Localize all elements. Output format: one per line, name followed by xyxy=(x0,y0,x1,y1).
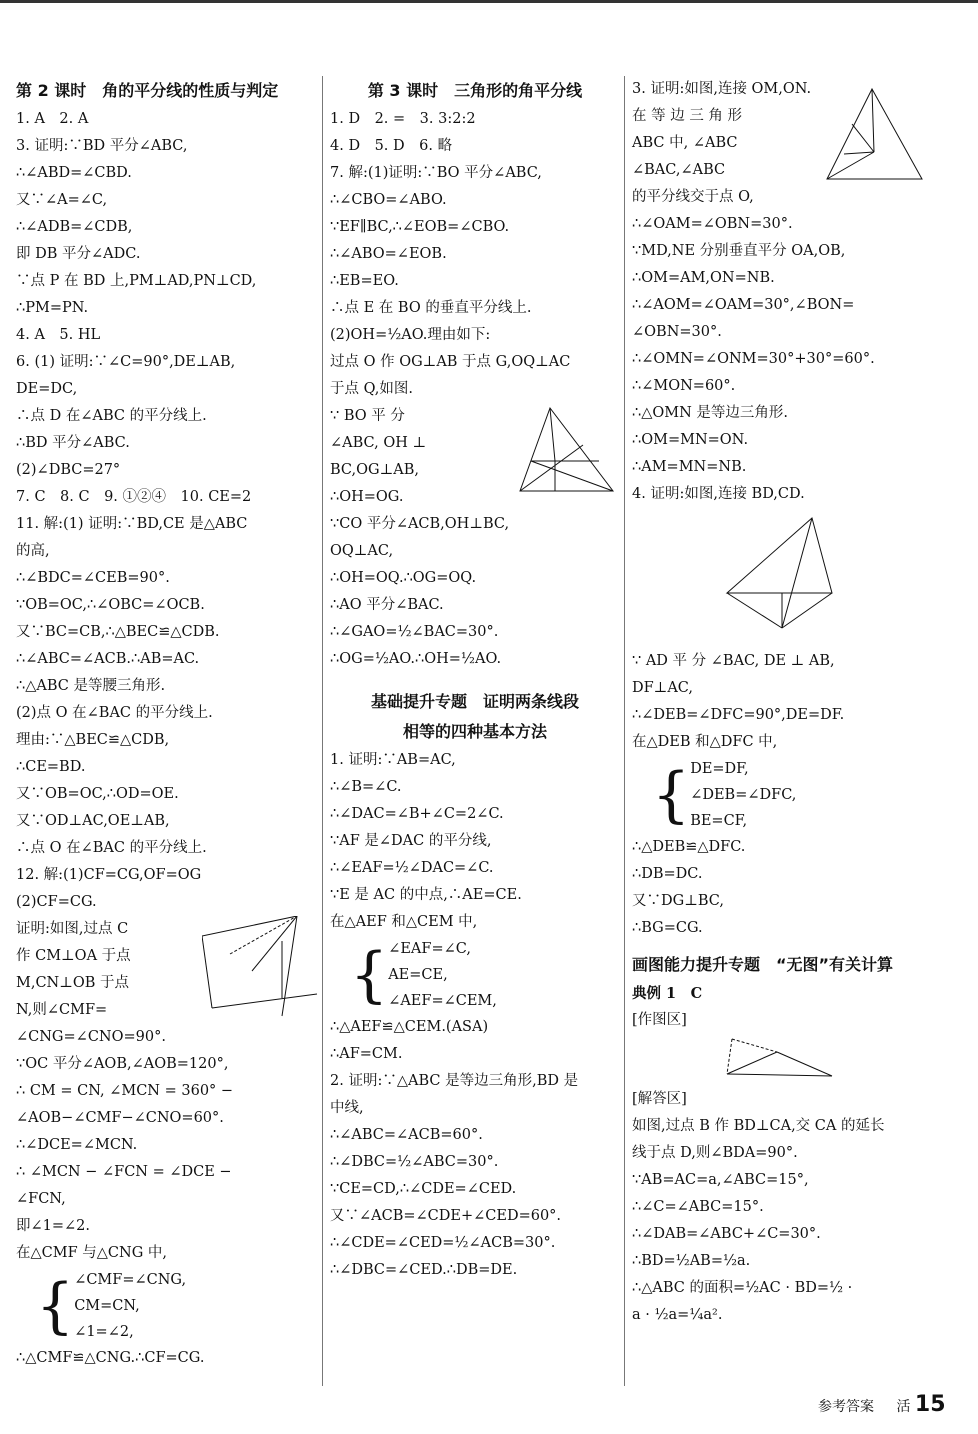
text-line: ∵AB=AC=a,∠ABC=15°, xyxy=(632,1172,809,1188)
text-line: OQ⊥AC, xyxy=(330,543,394,559)
text-line: ∴OM=MN=ON. xyxy=(632,432,749,448)
text-line: DE=DF, xyxy=(690,761,749,777)
geometry-figure xyxy=(822,84,932,184)
text-line: ∴∠DBC=∠CED.∴DB=DE. xyxy=(330,1262,518,1278)
column-divider xyxy=(322,76,323,1386)
column-3 xyxy=(632,76,968,1329)
text-line: ∴∠DBC=½∠ABC=30°. xyxy=(330,1154,499,1170)
text-line: ∴∠BDC=∠CEB=90°. xyxy=(16,570,170,586)
geometry-figure xyxy=(722,508,872,638)
text-line: ∵EF∥BC,∴∠EOB=∠CBO. xyxy=(330,219,510,235)
text-line: ∴AF=CM. xyxy=(330,1046,403,1062)
text-line: (2)点 O 在∠BAC 的平分线上. xyxy=(16,705,213,721)
text-line: ∵点 P 在 BD 上,PM⊥AD,PN⊥CD, xyxy=(16,273,257,289)
footer-label: 参考答案 xyxy=(818,1399,874,1415)
geometry-figure xyxy=(202,916,327,1021)
text-line: ∴CE=BD. xyxy=(16,759,86,775)
text-line: 证明:如图,过点 C xyxy=(16,921,129,937)
text-line: ∴∠ABO=∠EOB. xyxy=(330,246,447,262)
figure-block xyxy=(632,76,968,211)
text-line: 理由:∵△BEC≌△CDB, xyxy=(16,732,170,748)
text-line: 又∵OB=OC,∴OD=OE. xyxy=(16,786,179,802)
text-line: ∴BG=CG. xyxy=(632,920,703,936)
text-line: ∠EAF=∠C, xyxy=(388,941,471,957)
text-line: ∴点 E 在 BO 的垂直平分线上. xyxy=(330,300,532,316)
text-line: ∴∠OAM=∠OBN=30°. xyxy=(632,216,793,232)
text-line: ∴点 O 在∠BAC 的平分线上. xyxy=(16,840,207,856)
text-line: 1. A 2. A xyxy=(16,111,89,127)
top-border xyxy=(0,0,978,3)
text-line: 又∵DG⊥BC, xyxy=(632,893,724,909)
text-line: ∴∠ABC=∠ACB.∴AB=AC. xyxy=(16,651,200,667)
text-line: ∴OH=OG. xyxy=(330,489,404,505)
text-line: 于点 Q,如图. xyxy=(330,381,413,397)
text-line: 过点 O 作 OG⊥AB 于点 G,OQ⊥AC xyxy=(330,354,571,370)
text-line: ∴∠GAO=½∠BAC=30°. xyxy=(330,624,499,640)
text-line: 2. 证明:∵△ABC 是等边三角形,BD 是 xyxy=(330,1073,579,1089)
text-line: ∴△ABC 是等腰三角形. xyxy=(16,678,166,694)
text-line: ∴∠C=∠ABC=15°. xyxy=(632,1199,764,1215)
text-line: 即∠1=∠2. xyxy=(16,1218,91,1234)
text-line: 在△DEB 和△DFC 中, xyxy=(632,734,778,750)
text-line: ∠BAC,∠ABC xyxy=(632,162,726,178)
column-1 xyxy=(16,76,320,1372)
text-line: ∵CE=CD,∴∠CDE=∠CED. xyxy=(330,1181,517,1197)
figure-block xyxy=(632,1034,968,1086)
text-line: ∠OBN=30°. xyxy=(632,324,722,340)
text-line: 中线, xyxy=(330,1100,364,1116)
text-line: ∵CO 平分∠ACB,OH⊥BC, xyxy=(330,516,510,532)
text-line: (2)CF=CG. xyxy=(16,894,97,910)
text-line: ∠ABC, OH ⊥ xyxy=(330,435,427,451)
figure-block xyxy=(16,916,320,1051)
text-line: ∵AF 是∠DAC 的平分线, xyxy=(330,833,492,849)
column-divider xyxy=(624,76,625,1386)
text-line: 3. 证明:如图,连接 OM,ON. xyxy=(632,81,812,97)
text-line: (2)∠DBC=27° xyxy=(16,462,121,478)
text-line: ABC 中, ∠ABC xyxy=(632,135,738,151)
text-line: ∴∠CBO=∠ABO. xyxy=(330,192,447,208)
answer-zone-label: [解答区] xyxy=(632,1091,687,1107)
sub-heading: 基础提升专题 证明两条线段 xyxy=(370,692,579,711)
text-line: ∠AEF=∠CEM, xyxy=(388,993,497,1009)
figure-block xyxy=(632,508,968,648)
text-line: ∴∠DEB=∠DFC=90°,DE=DF. xyxy=(632,707,845,723)
text-line: N,则∠CMF= xyxy=(16,1002,108,1018)
text-line: 又∵∠A=∠C, xyxy=(16,192,108,208)
text-line: 即 DB 平分∠ADC. xyxy=(16,246,141,262)
figure-block xyxy=(330,403,620,511)
text-line: ∴PM=PN. xyxy=(16,300,89,316)
text-line: DF⊥AC, xyxy=(632,680,693,696)
text-line: ∴EB=EO. xyxy=(330,273,399,289)
case-system: { DE=DF, ∠DEB=∠DFC, BE=CF, xyxy=(632,756,968,834)
section-heading: 第 2 课时 角的平分线的性质与判定 xyxy=(16,81,279,100)
page-footer xyxy=(818,1392,946,1417)
text-line: ∠1=∠2, xyxy=(74,1324,134,1340)
text-line: ∠DEB=∠DFC, xyxy=(690,787,797,803)
text-line: 又∵OD⊥AC,OE⊥AB, xyxy=(16,813,170,829)
text-line: ∴OG=½AO.∴OH=½AO. xyxy=(330,651,502,667)
text-line: ∴△OMN 是等边三角形. xyxy=(632,405,789,421)
text-line: 7. C 8. C 9. ①②④ 10. CE=2 xyxy=(16,489,252,505)
text-line: ∴△CMF≌△CNG.∴CF=CG. xyxy=(16,1350,205,1366)
text-line: ∵OC 平分∠AOB,∠AOB=120°, xyxy=(16,1056,229,1072)
text-line: ∴OM=AM,ON=NB. xyxy=(632,270,775,286)
text-line: 4. A 5. HL xyxy=(16,327,101,343)
text-line: ∴BD 平分∠ABC. xyxy=(16,435,130,451)
text-line: ∴∠EAF=½∠DAC=∠C. xyxy=(330,860,494,876)
text-line: ∴△AEF≌△CEM.(ASA) xyxy=(330,1019,489,1035)
text-line: 的平分线交于点 O, xyxy=(632,189,754,205)
text-line: ∵MD,NE 分别垂直平分 OA,OB, xyxy=(632,243,846,259)
text-line: ∴BD=½AB=½a. xyxy=(632,1253,751,1269)
text-line: 作 CM⊥OA 于点 xyxy=(16,948,131,964)
text-line: ∴OH=OQ.∴OG=OQ. xyxy=(330,570,477,586)
text-line: ∴DB=DC. xyxy=(632,866,703,882)
text-line: 1. D 2. = 3. 3:2:2 xyxy=(330,111,476,127)
text-line: AE=CE, xyxy=(388,967,448,983)
text-line: ∴∠DCE=∠MCN. xyxy=(16,1137,138,1153)
text-line: DE=DC, xyxy=(16,381,78,397)
sub-heading: 相等的四种基本方法 xyxy=(402,722,547,741)
text-line: 1. 证明:∵AB=AC, xyxy=(330,752,456,768)
text-line: ∴∠ADB=∠CDB, xyxy=(16,219,133,235)
text-line: 12. 解:(1)CF=CG,OF=OG xyxy=(16,867,202,883)
text-line: ∴AM=MN=NB. xyxy=(632,459,747,475)
text-line: ∵OB=OC,∴∠OBC=∠OCB. xyxy=(16,597,205,613)
text-line: 3. 证明:∵BD 平分∠ABC, xyxy=(16,138,188,154)
text-line: ∴∠DAB=∠ABC+∠C=30°. xyxy=(632,1226,821,1242)
text-line: 在 等 边 三 角 形 xyxy=(632,108,743,124)
text-line: 7. 解:(1)证明:∵BO 平分∠ABC, xyxy=(330,165,542,181)
text-line: 又∵BC=CB,∴△BEC≌△CDB. xyxy=(16,624,220,640)
geometry-figure xyxy=(722,1034,842,1084)
text-line: ∴∠ABD=∠CBD. xyxy=(16,165,132,181)
text-line: ∴∠MON=60°. xyxy=(632,378,736,394)
text-line: 又∵∠ACB=∠CDE+∠CED=60°. xyxy=(330,1208,562,1224)
text-line: ∠CMF=∠CNG, xyxy=(74,1272,187,1288)
text-line: ∠AOB−∠CMF−∠CNO=60°. xyxy=(16,1110,224,1126)
text-line: ∴△ABC 的面积=½AC · BD=½ · xyxy=(632,1280,853,1296)
text-line: CM=CN, xyxy=(74,1298,140,1314)
text-line: ∠CNG=∠CNO=90°. xyxy=(16,1029,166,1045)
text-line: ∵ BO 平 分 xyxy=(330,408,405,424)
text-line: ∴△DEB≌△DFC. xyxy=(632,839,746,855)
section-heading: 第 3 课时 三角形的角平分线 xyxy=(367,81,583,100)
text-line: ∴∠AOM=∠OAM=30°,∠BON= xyxy=(632,297,855,313)
text-line: ∵ AD 平 分 ∠BAC, DE ⊥ AB, xyxy=(632,653,835,669)
text-line: ∴∠B=∠C. xyxy=(330,779,402,795)
text-line: 在△AEF 和△CEM 中, xyxy=(330,914,478,930)
text-line: ∴∠ABC=∠ACB=60°. xyxy=(330,1127,483,1143)
footer-side: 活 xyxy=(896,1399,911,1415)
text-line: ∴AO 平分∠BAC. xyxy=(330,597,444,613)
text-line: 线于点 D,则∠BDA=90°. xyxy=(632,1145,798,1161)
text-line: BC,OG⊥AB, xyxy=(330,462,419,478)
draw-zone-label: [作图区] xyxy=(632,1012,687,1028)
case-system: { ∠EAF=∠C, AE=CE, ∠AEF=∠CEM, xyxy=(330,936,620,1014)
text-line: 4. D 5. D 6. 略 xyxy=(330,138,453,154)
text-line: 11. 解:(1) 证明:∵BD,CE 是△ABC xyxy=(16,516,248,532)
text-line: ∴ CM = CN, ∠MCN = 360° − xyxy=(16,1083,234,1099)
text-line: 6. (1) 证明:∵∠C=90°,DE⊥AB, xyxy=(16,354,236,370)
column-2 xyxy=(330,76,620,1284)
example-label: 典例 1 C xyxy=(632,985,703,1002)
page-number: 15 xyxy=(914,1392,946,1417)
section-heading: 画图能力提升专题 “无图”有关计算 xyxy=(632,955,894,974)
text-line: 4. 证明:如图,连接 BD,CD. xyxy=(632,486,805,502)
text-line: ∵E 是 AC 的中点,∴AE=CE. xyxy=(330,887,522,903)
text-line: 如图,过点 B 作 BD⊥CA,交 CA 的延长 xyxy=(632,1118,885,1134)
geometry-figure xyxy=(515,403,620,503)
text-line: ∴∠OMN=∠ONM=30°+30°=60°. xyxy=(632,351,875,367)
text-line: 在△CMF 与△CNG 中, xyxy=(16,1245,167,1261)
text-line: M,CN⊥OB 于点 xyxy=(16,975,130,991)
text-line: ∴∠CDE=∠CED=½∠ACB=30°. xyxy=(330,1235,556,1251)
text-line: ∴∠DAC=∠B+∠C=2∠C. xyxy=(330,806,504,822)
text-line: BE=CF, xyxy=(690,813,748,829)
text-line: ∴ ∠MCN − ∠FCN = ∠DCE − xyxy=(16,1164,232,1180)
case-system: { ∠CMF=∠CNG, CM=CN, ∠1=∠2, xyxy=(16,1267,320,1345)
text-line: (2)OH=½AO.理由如下: xyxy=(330,327,491,343)
text-line: 的高, xyxy=(16,543,50,559)
text-line: a · ½a=¼a². xyxy=(632,1307,723,1323)
text-line: ∠FCN, xyxy=(16,1191,66,1207)
text-line: ∴点 D 在∠ABC 的平分线上. xyxy=(16,408,207,424)
